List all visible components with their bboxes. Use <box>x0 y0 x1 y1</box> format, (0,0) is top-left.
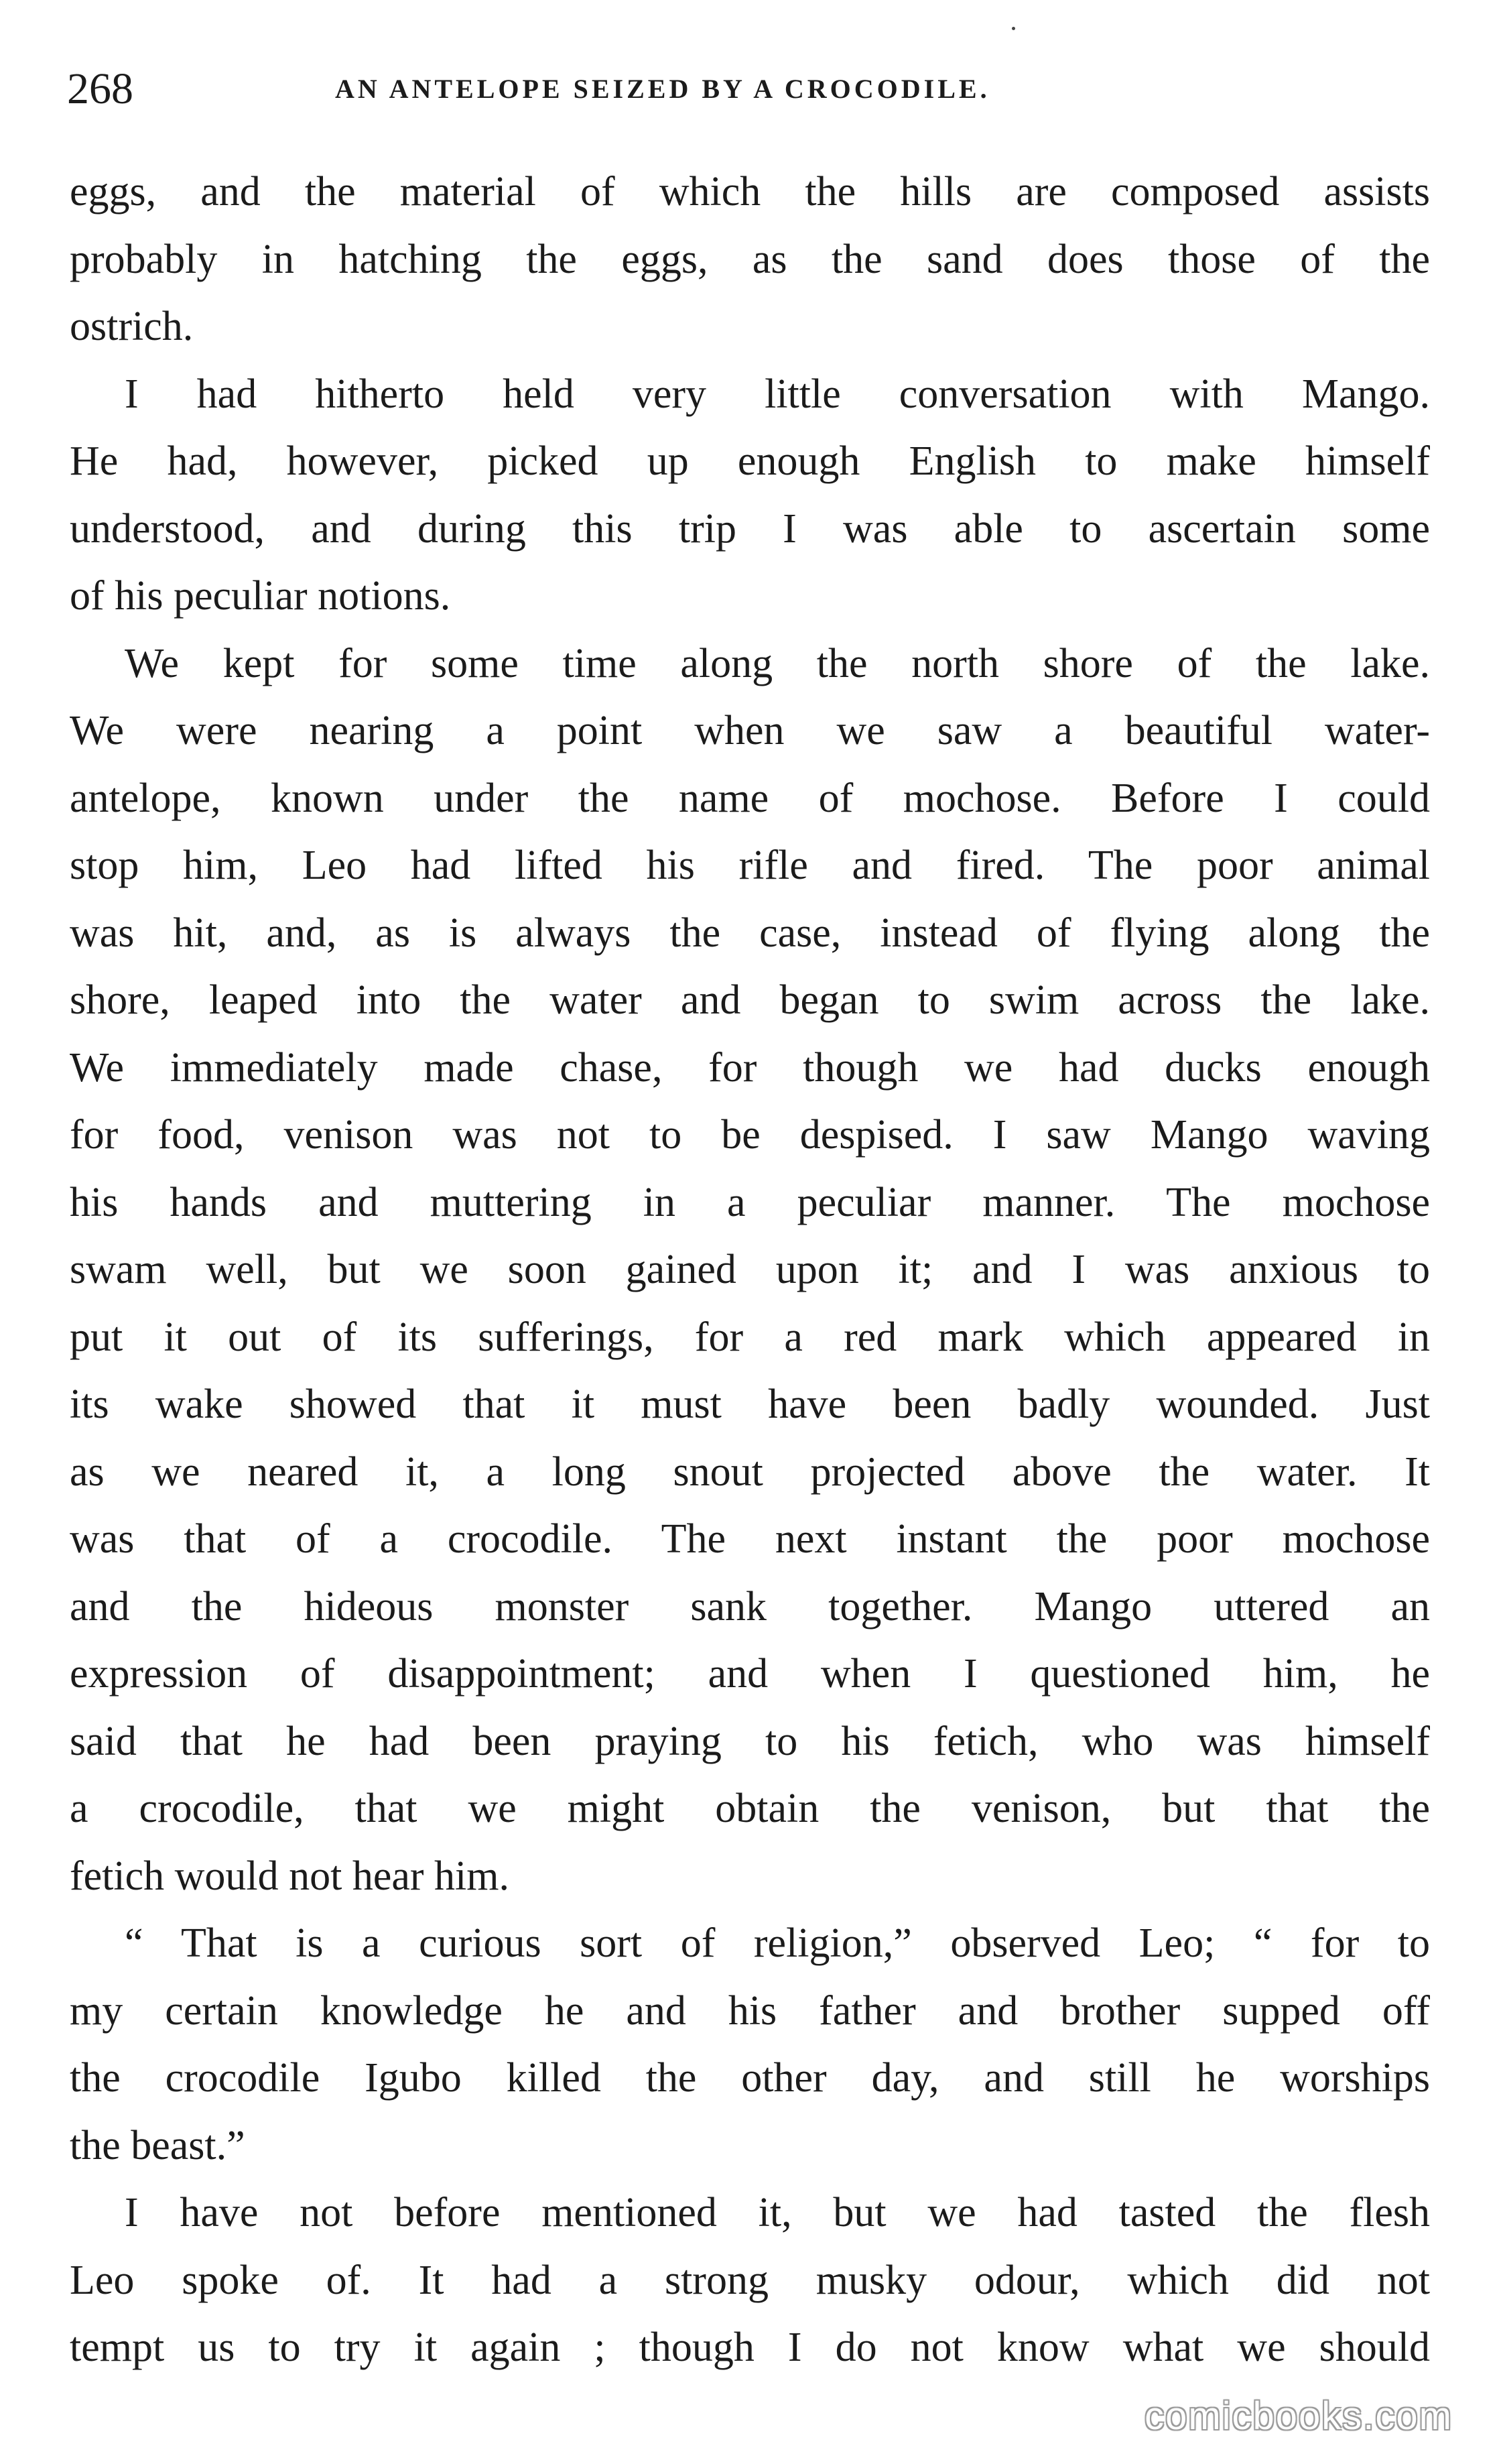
text-line: for food, venison was not to be despised. I saw Mango waving <box>70 1112 1430 1158</box>
text-line: of his peculiar notions. <box>70 573 451 619</box>
text-line: shore, leaped into the water and began to swim across the lake. <box>70 977 1430 1023</box>
text-line: my certain knowledge he and his father and brother supped off <box>70 1987 1430 2034</box>
paragraph-5 <box>70 2179 1430 2382</box>
text-line: We were nearing a point when we saw a beautiful water- <box>70 708 1430 753</box>
text-line: as we neared it, a long snout projected above the water. It <box>70 1449 1430 1495</box>
text-line: Leo spoke of. It had a strong musky odour, which did not <box>70 2257 1430 2303</box>
text-line: said that he had been praying to his fetich, who was himself <box>70 1718 1430 1764</box>
text-line: his hands and muttering in a peculiar manner. The mochose <box>70 1179 1430 1225</box>
text-line: expression of disappointment; and when I questioned him, he <box>70 1651 1430 1697</box>
page-number: 268 <box>67 64 133 113</box>
text-line: fetich would not hear him. <box>70 1853 509 1899</box>
text-line: I have not before mentioned it, but we had tasted the flesh <box>125 2190 1430 2235</box>
text-line: was that of a crocodile. The next instant the poor mochose <box>70 1516 1430 1562</box>
paragraph-2 <box>70 361 1430 630</box>
text-line: swam well, but we soon gained upon it; and I was anxious to <box>70 1247 1430 1292</box>
running-head: AN ANTELOPE SEIZED BY A CROCODILE. <box>335 74 990 104</box>
text-line: He had, however, picked up enough English to make himself <box>70 438 1430 484</box>
text-line: eggs, and the material of which the hills are composed assists <box>70 169 1430 214</box>
text-line: a crocodile, that we might obtain the venison, but that the <box>70 1786 1430 1831</box>
text-line: understood, and during this trip I was able to ascertain some <box>70 505 1430 552</box>
text-line: probably in hatching the eggs, as the sand does those of the <box>70 236 1430 282</box>
text-line: stop him, Leo had lifted his rifle and fired. The poor animal <box>70 843 1430 888</box>
paragraph-3 <box>70 630 1430 1910</box>
text-line: antelope, known under the name of mochose. Before I could <box>70 775 1430 821</box>
text-line: ostrich. <box>70 304 194 349</box>
page-header <box>67 59 1421 119</box>
text-line: and the hideous monster sank together. Mango uttered an <box>70 1583 1430 1629</box>
paragraph-1 <box>70 158 1430 361</box>
text-line: the crocodile Igubo killed the other day, and still he worships <box>70 2055 1430 2101</box>
text-line: tempt us to try it again ; though I do not know what we should <box>70 2325 1430 2370</box>
print-speck <box>1012 27 1015 30</box>
text-line: the beast.” <box>70 2122 245 2168</box>
text-line: We immediately made chase, for though we had ducks enough <box>70 1044 1430 1091</box>
text-line: “ That is a curious sort of religion,” observed Leo; “ for to <box>125 1920 1430 1966</box>
text-line: its wake showed that it must have been badly wounded. Just <box>70 1381 1430 1427</box>
body-text <box>70 158 1430 2382</box>
text-line: I had hitherto held very little conversation with Mango. <box>125 371 1430 417</box>
text-line: put it out of its sufferings, for a red mark which appeared in <box>70 1314 1430 1360</box>
text-line: We kept for some time along the north shore of the lake. <box>125 640 1430 686</box>
watermark: comicbooks.com <box>1145 2394 1453 2438</box>
text-line: was hit, and, as is always the case, instead of flying along the <box>70 910 1430 956</box>
paragraph-4 <box>70 1910 1430 2179</box>
